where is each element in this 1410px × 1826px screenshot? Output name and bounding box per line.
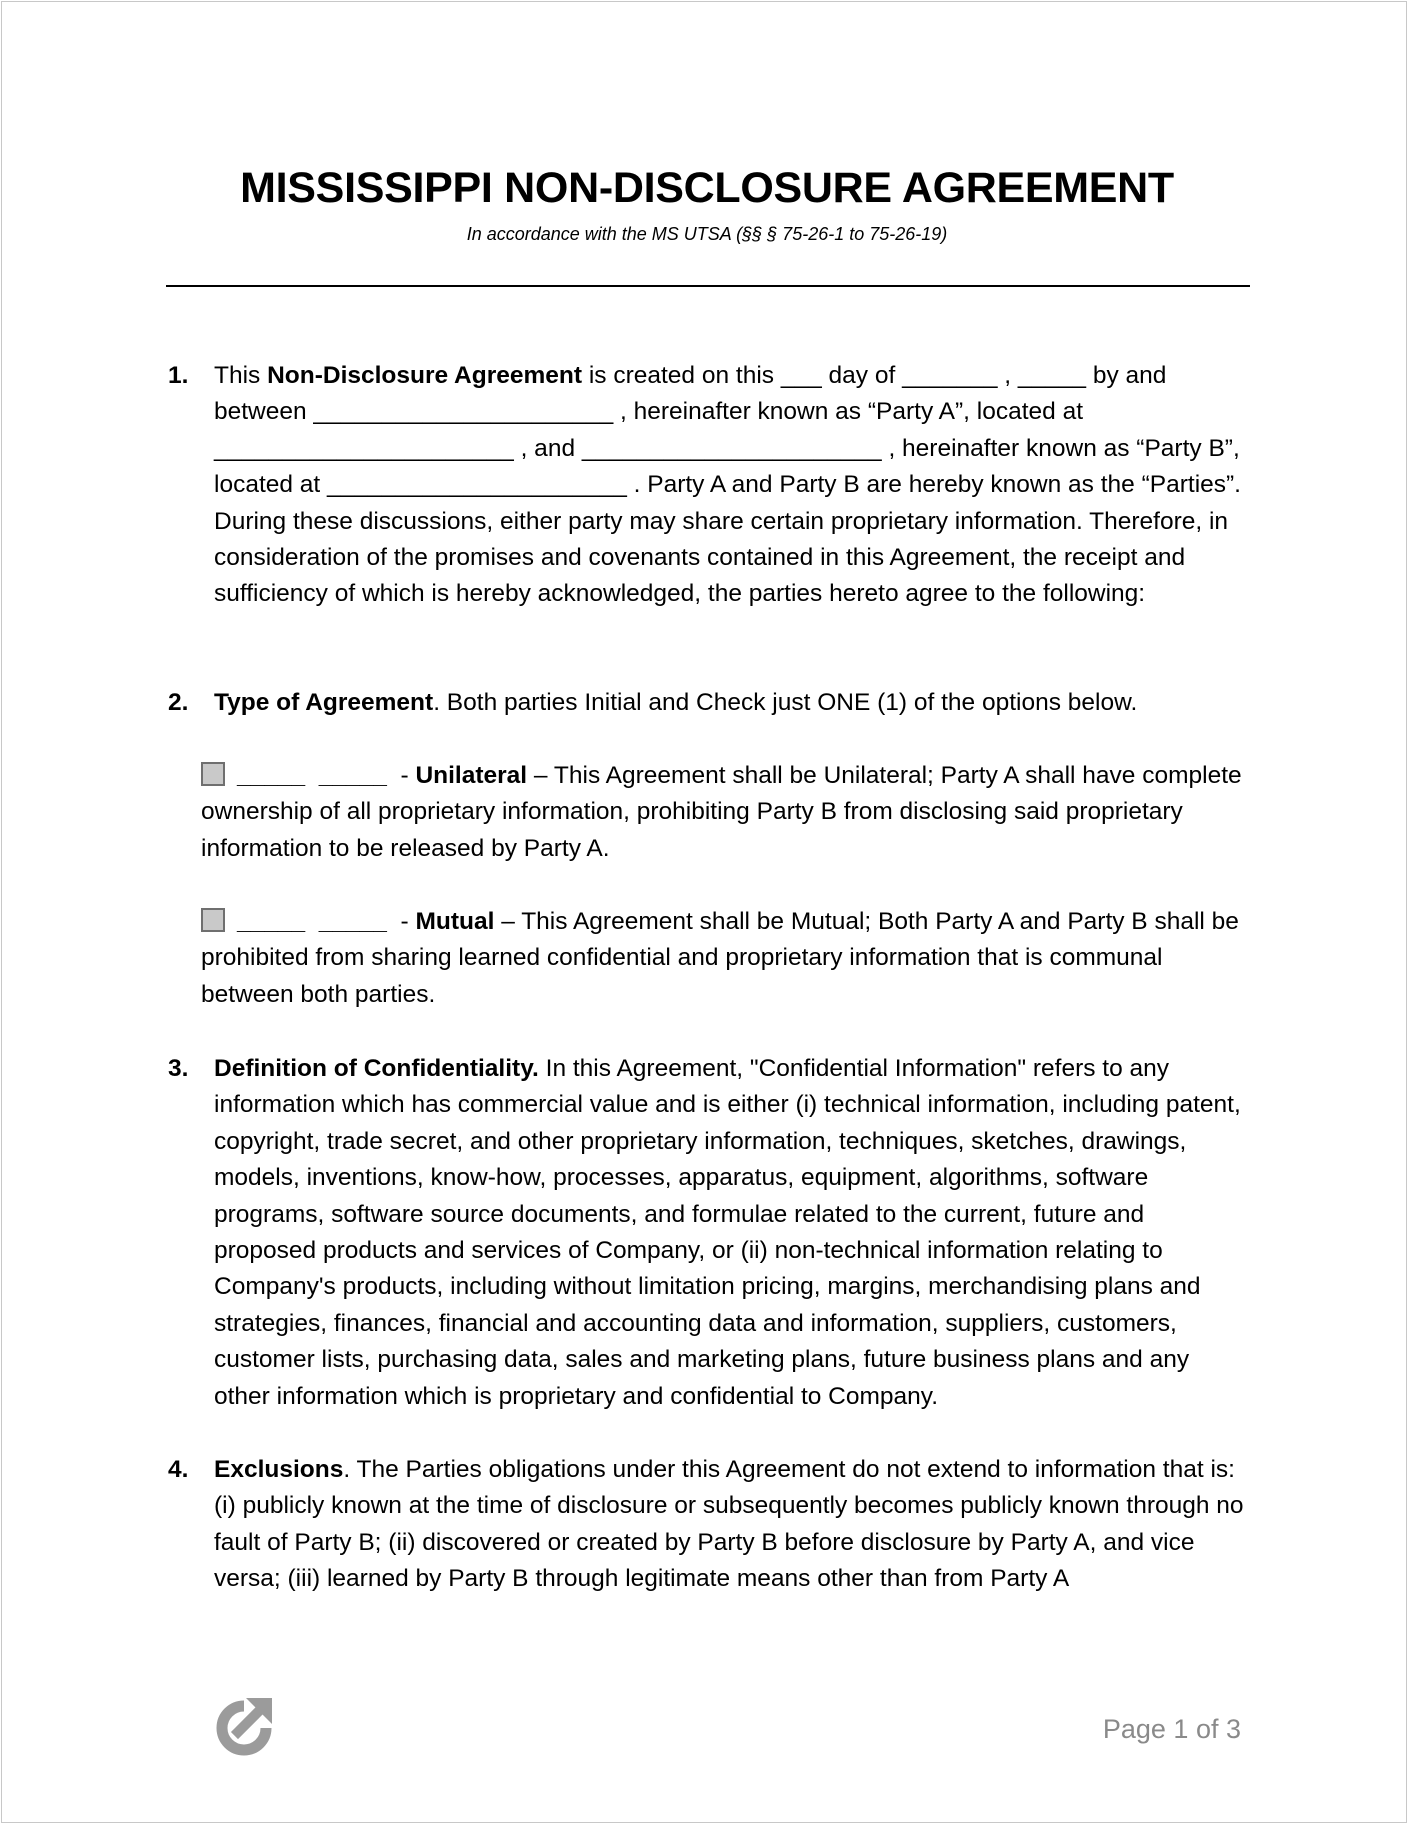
section-1-heading: Non-Disclosure Agreement xyxy=(267,362,583,389)
section-2-body xyxy=(214,685,1250,721)
section-2-text: . Both parties Initial and Check just ONE (1) of the options below. xyxy=(433,689,1138,716)
unilateral-initial-blanks[interactable]: _____ _____ xyxy=(237,762,387,789)
document-subtitle: In accordance with the MS UTSA (§§ § 75-26-1 to 75-26-19) xyxy=(466,224,948,244)
section-3-heading: Definition of Confidentiality. xyxy=(214,1055,539,1082)
section-1-lead: This xyxy=(214,362,268,389)
section-1-body xyxy=(214,358,1250,613)
section-4-body xyxy=(214,1452,1250,1598)
section-3-number: 3. xyxy=(168,1055,189,1082)
mutual-checkbox[interactable] xyxy=(201,908,225,932)
title-divider xyxy=(166,285,1250,287)
section-3-body xyxy=(214,1051,1250,1415)
page-number: Page 1 of 3 xyxy=(1102,1714,1241,1744)
option-unilateral xyxy=(201,758,1251,867)
unilateral-heading: Unilateral xyxy=(415,762,528,789)
section-2-number: 2. xyxy=(168,689,189,716)
option-mutual xyxy=(201,904,1251,1013)
section-2-heading: Type of Agreement xyxy=(214,689,434,716)
section-1-text: is created on this ___ day of _______ , _____ by and between ______________________ , hereinafter known as “Party A”, located at ______________________ , and ______________________ , hereinafter known as “Party B”, located at ______________________ . Party A and Party B are hereby known as the “Parties”. During these discussions, either party may share certain proprietary information. Therefore, in consideration of the promises and covenants contained in this Agreement, the receipt and sufficiency of which is hereby acknowledged, the parties hereto agree to the following: xyxy=(214,362,1241,608)
section-4-text: . The Parties obligations under this Agreement do not extend to information that is: (i) publicly known at the time of disclosure or subsequently becomes publicly known through no fault of Party B; (ii) discovered or created by Party B before disclosure by Party A, and vice versa; (iii) learned by Party B through legitimate means other than from Party A xyxy=(214,1456,1244,1593)
section-3-text: In this Agreement, "Confidential Information" refers to any information which has commercial value and is either (i) technical information, including patent, copyright, trade secret, and other proprietary information, techniques, sketches, drawings, models, inventions, know-how, processes, apparatus, equipment, algorithms, software programs, software source documents, and formulae related to the current, future and proposed products and services of Company, or (ii) non-technical information relating to Company's products, including without limitation pricing, margins, merchandising plans and strategies, finances, financial and accounting data and information, suppliers, customers, customer lists, purchasing data, sales and marketing plans, future business plans and any other information which is proprietary and confidential to Company. xyxy=(214,1055,1241,1410)
document-title: MISSISSIPPI NON-DISCLOSURE AGREEMENT xyxy=(240,164,1174,212)
mutual-text: – This Agreement shall be Mutual; Both Party A and Party B shall be prohibited from sharing learned confidential and proprietary information that is communal between both parties. xyxy=(201,908,1239,1008)
section-4-number: 4. xyxy=(168,1456,189,1483)
mutual-dash: - xyxy=(386,908,416,935)
document-page xyxy=(1,1,1407,1823)
share-arrow-logo-icon xyxy=(214,1694,274,1758)
mutual-initial-blanks[interactable]: _____ _____ xyxy=(237,908,387,935)
unilateral-dash: - xyxy=(386,762,416,789)
mutual-heading: Mutual xyxy=(415,908,495,935)
section-1-number: 1. xyxy=(168,362,189,389)
unilateral-text: – This Agreement shall be Unilateral; Party A shall have complete ownership of all proprietary information, prohibiting Party B from disclosing said proprietary information to be released by Party A. xyxy=(201,762,1242,862)
section-4-heading: Exclusions xyxy=(214,1456,344,1483)
unilateral-checkbox[interactable] xyxy=(201,762,225,786)
